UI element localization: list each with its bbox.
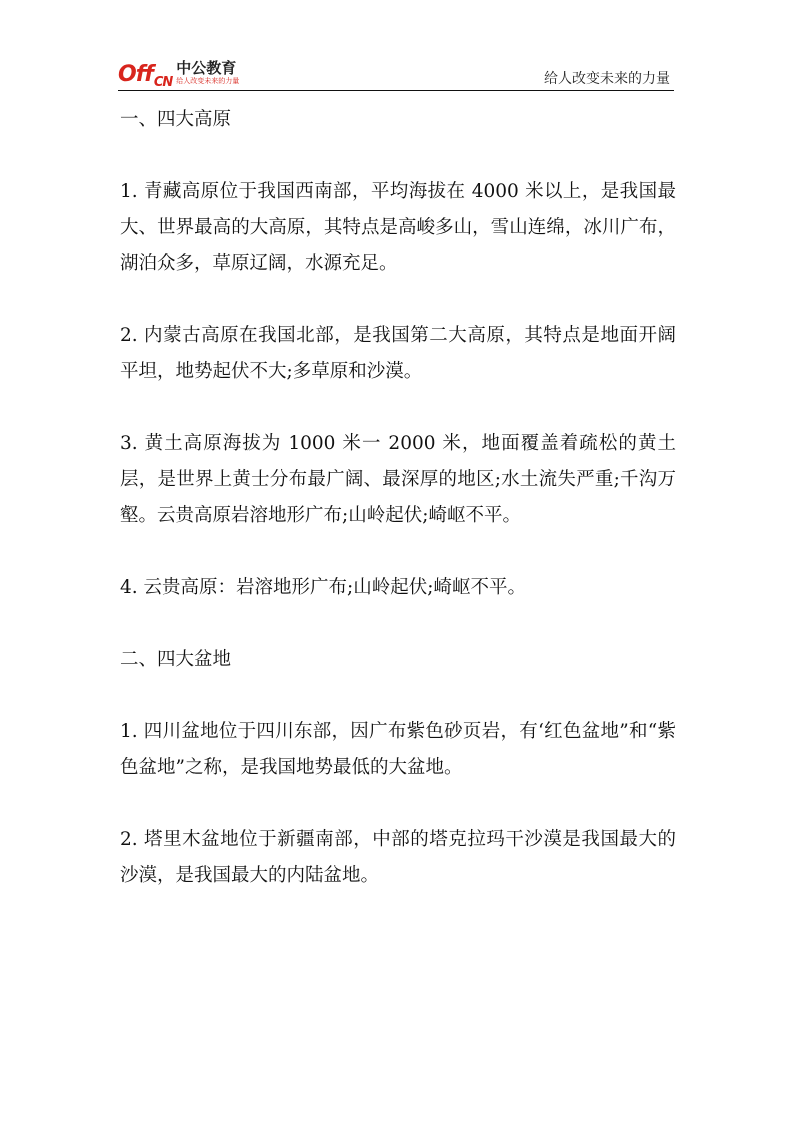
logo-mark-main: Off [118,61,153,87]
logo-mark-cn: CN [153,74,173,90]
paragraph-spacer [120,390,676,426]
paragraph-spacer [120,786,676,822]
page-header [118,52,674,92]
paragraph-spacer [120,534,676,570]
paragraph-spacer [120,606,676,642]
logo-subtitle: 给人改变未来的力量 [176,76,240,85]
paragraph-sichuan-basin: 1. 四川盆地位于四川东部，因广布紫色砂页岩，有‘红色盆地”和“紫色盆地”之称，是我国地势最低的大盆地。 [120,721,676,778]
paragraph-inner-mongolia: 2. 内蒙古高原在我国北部，是我国第二大高原，其特点是地面开阔平坦，地势起伏不大;多草原和沙漠。 [120,325,676,382]
logo-mark [118,61,173,90]
paragraph-loess-plateau: 3. 黄土高原海拔为 1000 米一 2000 米，地面覆盖着疏松的黄土层，是世界上黄士分布最广阔、最深厚的地区;水土流失严重;千沟万壑。云贵高原岩溶地形广布;山岭起伏;崎岖不平。 [120,433,676,526]
paragraph-qinghai-tibet: 1. 青藏高原位于我国西南部，平均海拔在 4000 米以上，是我国最大、世界最高的大高原，其特点是高峻多山，雪山连绵，冰川广布，湖泊众多，草原辽阔，水源充足。 [120,181,676,274]
paragraph-tarim-basin: 2. 塔里木盆地位于新疆南部，中部的塔克拉玛干沙漠是我国最大的沙漠，是我国最大的内陆盆地。 [120,829,676,886]
offcn-logo [118,52,239,92]
header-divider [118,90,674,91]
paragraph-spacer [120,138,676,174]
paragraph-yungui-plateau: 4. 云贵高原：岩溶地形广布;山岭起伏;崎岖不平。 [120,577,526,598]
section-heading-plateaus: 一、四大高原 [120,109,232,130]
paragraph-spacer [120,282,676,318]
section-heading-basins: 二、四大盆地 [120,649,232,670]
document-body [120,102,676,894]
logo-name: 中公教育 [176,58,237,77]
logo-text [176,60,239,85]
paragraph-spacer [120,678,676,714]
header-tagline: 给人改变未来的力量 [544,71,670,87]
